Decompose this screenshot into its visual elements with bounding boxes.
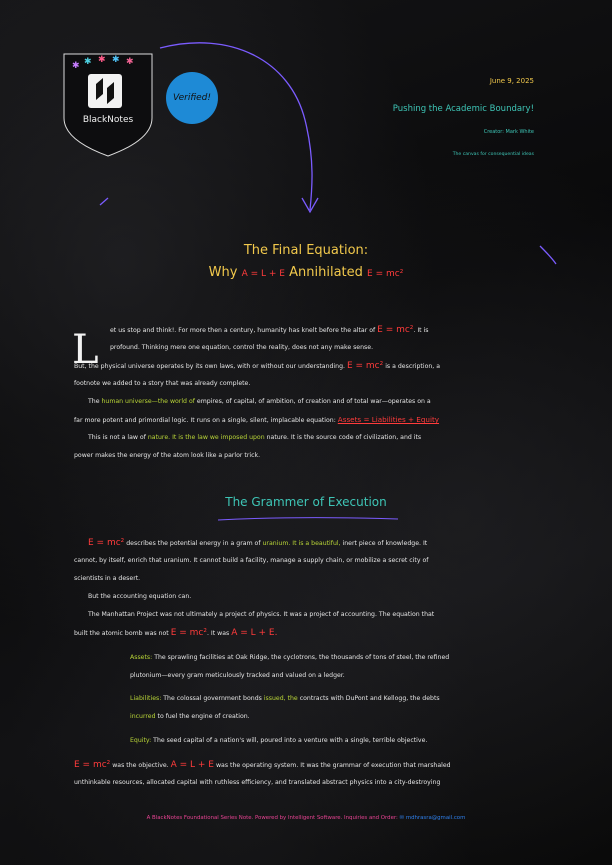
equation: A = L + E. [231,628,278,638]
text: was the operating system. It was the grammar of execution that marshaled [215,762,451,769]
equation: E = mc² [170,628,207,638]
verified-badge [166,72,218,124]
text: contracts with DuPont and Kellogg, the debts [299,695,440,702]
text: et us stop and think!. For more then a century, humanity has knelt before the altar of [110,327,376,334]
section-line-1 [88,534,540,553]
intro-line-2: profound. Thinking mere one equation, control the reality, does not any make sense. [110,344,374,351]
heading-underline [216,516,400,522]
intro-line-4: footnote we added to a story that was already complete. [74,380,251,387]
footer-text: A BlackNotes Foundational Series Note. Powered by Intelligent Software. Inquiries and Order: [146,815,398,821]
text: built the atomic bomb was not [74,630,169,637]
text: . It was [206,630,230,637]
liabilities-line-2 [130,708,520,726]
svg-text:✱: ✱ [84,57,92,67]
intro-line-8: power makes the energy of the atom look like a parlor trick. [74,452,261,459]
text: But, the physical universe operates by its own laws, with or without our understanding. [74,363,345,370]
canvas-note: The canvas for consequential ideas [452,152,534,157]
accounting-equation: Assets = Liabilities + Equity [337,415,440,424]
text: far more potent and primordial logic. It runs on a single, silent, implacable equation: [74,417,336,424]
text: The seed capital of a nation's will, poured into a venture with a single, terrible objective. [153,737,428,744]
equity-line [130,732,520,750]
section-line-8: unthinkable resources, allocated capital with ruthless efficiency, and translated abstract physics into a city-destroying [74,779,441,786]
text: . It is [413,327,429,334]
text: empires, of capital, of ambition, of creation and of total war—operates on a [196,398,431,405]
intro-line-3 [74,357,540,376]
highlight: uranium. [262,540,291,547]
equation: A = L + E [170,760,214,770]
text: to fuel the engine of creation. [157,713,250,720]
intro-line-1 [110,321,540,340]
mail-icon: ✉ [399,815,405,821]
text: nature. It is the source code of civilization, and its [266,434,422,441]
intro-line-7 [88,429,540,447]
note-date: June 9, 2025 [489,77,534,85]
footer-email-link[interactable]: mdhrasra@gmail.com [405,815,466,821]
highlight: incurred [130,713,156,720]
intro-line-6 [74,411,540,430]
liabilities-label: Liabilities: [130,695,162,702]
equation: E = mc² [74,760,111,770]
svg-text:✱: ✱ [126,57,134,67]
highlight: issued, the [263,695,298,702]
svg-text:✱: ✱ [72,61,80,71]
drop-cap: L [72,327,99,373]
section-heading: The Grammer of Execution [225,495,387,509]
section-line-6 [74,624,540,643]
text: was the objective. [112,762,169,769]
assets-label: Assets: [130,654,153,661]
brand-name: BlackNotes [82,115,134,125]
section-line-5: The Manhattan Project was not ultimately a project of physics. It was a project of accounting. The equation that [88,611,435,618]
equation: E = mc² [88,538,125,548]
highlight: It is the law we imposed upon [172,434,265,441]
page-title: The Final Equation: [243,243,369,258]
text: The colossal government bonds [163,695,262,702]
liabilities-line-1 [130,690,520,708]
assets-line-2: plutonium—every gram meticulously tracked and valued on a ledger. [130,672,345,679]
highlight: human universe—the world of [101,398,195,405]
tagline: Pushing the Academic Boundary! [392,104,534,114]
text: The [88,398,100,405]
assets-line-1 [130,649,520,667]
verified-label: Verified! [172,93,212,103]
text: This is not a law of [88,434,146,441]
title-equation-emc: E = mc² [367,269,404,279]
equation: E = mc² [377,325,414,335]
footer [0,815,612,821]
highlight: nature. [147,434,171,441]
section-line-7 [74,756,540,775]
shield-logo [60,48,156,158]
text: describes the potential energy in a gram of [126,540,261,547]
section-line-2: cannot, by itself, enrich that uranium. It cannot build a facility, manage a supply chain, or mobilize a secret city of [74,557,429,564]
text: is a description, a [385,363,440,370]
page-subtitle [0,265,612,280]
text: inert piece of knowledge. It [342,540,428,547]
section-line-4: But the accounting equation can. [88,593,192,600]
intro-line-5 [88,393,540,411]
creator: Creator: Mark White [483,129,534,135]
title-equation-ale: A = L + E [241,269,285,279]
svg-text:✱: ✱ [98,55,106,65]
highlight: It is a beautiful, [292,540,341,547]
svg-text:✱: ✱ [112,55,120,65]
title-why: Why [208,265,238,280]
equity-label: Equity: [130,737,152,744]
equation: E = mc² [346,361,384,371]
text: The sprawling facilities at Oak Ridge, the cyclotrons, the thousands of tons of steel, the refined [154,654,450,661]
title-annihilated: Annihilated [289,265,363,280]
section-line-3: scientists in a desert. [74,575,141,582]
